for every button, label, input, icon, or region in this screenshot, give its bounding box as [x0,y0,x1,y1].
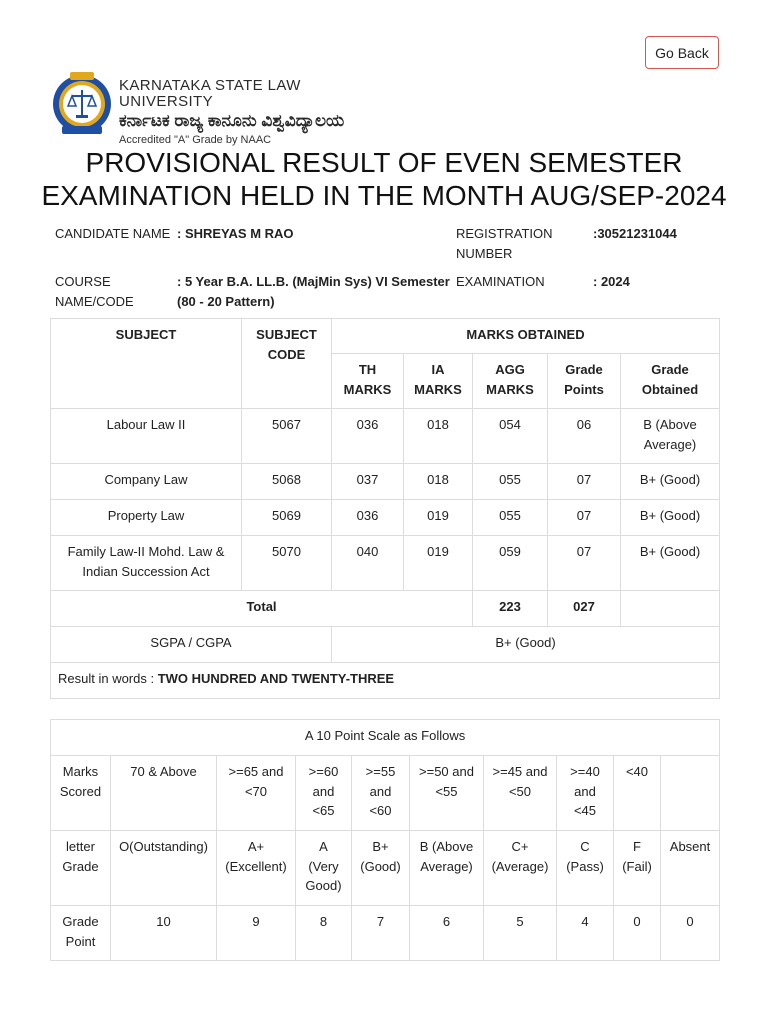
header-ia-marks: IA MARKS [404,354,473,409]
header-marks-obtained: MARKS OBTAINED [332,319,720,354]
sgpa-label: SGPA / CGPA [51,627,332,663]
university-name-block [119,78,390,148]
total-grade-points: 027 [548,591,621,627]
scale-point-cell: 8 [296,906,352,961]
scale-point-cell: 0 [614,906,661,961]
scale-marks-cell: >=40 and <45 [557,756,614,831]
marks-scored-row: Marks Scored 70 & Above >=65 and <70 >=60 and <65 >=55 and <60 >=50 and <55 >=45 and <50 >=40 and <45 <40 [51,756,720,831]
scale-marks-cell: >=45 and <50 [484,756,557,831]
scale-title: A 10 Point Scale as Follows [51,720,720,756]
header-subject-code: SUBJECT CODE [242,319,332,409]
header-subject: SUBJECT [51,319,242,409]
scale-marks-cell: 70 & Above [111,756,217,831]
accreditation-text: Accredited "A" Grade by NAAC [119,134,272,146]
candidate-name-value: : SHREYAS M RAO [177,226,294,241]
scale-letter-cell: B (Above Average) [410,831,484,906]
scale-point-cell: 10 [111,906,217,961]
course-label: COURSE NAME/CODE [55,274,134,309]
table-row: Property Law 5069 036 019 055 07 B+ (Good) [51,500,720,536]
header-th-marks: TH MARKS [332,354,404,409]
scale-letter-cell: Absent [661,831,720,906]
scale-letter-cell: A+ (Excellent) [217,831,296,906]
scale-marks-cell: >=50 and <55 [410,756,484,831]
result-in-words-row [51,663,720,699]
candidate-name-label: CANDIDATE NAME [55,226,171,241]
table-row: Family Law-II Mohd. Law & Indian Succession Act 5070 040 019 059 07 B+ (Good) [51,536,720,591]
sgpa-value: B+ (Good) [332,627,720,663]
scale-marks-cell [661,756,720,831]
total-agg: 223 [473,591,548,627]
scale-letter-cell: C+ (Average) [484,831,557,906]
scale-letter-cell: B+ (Good) [352,831,410,906]
header-grade-obtained: Grade Obtained [621,354,720,409]
scale-point-cell: 5 [484,906,557,961]
course-value: : 5 Year B.A. LL.B. (MajMin Sys) VI Semester (80 - 20 Pattern) [177,274,450,309]
university-name-kannada: ಕರ್ನಾಟಕ ರಾಜ್ಯ ಕಾನೂನು ವಿಶ್ವವಿದ್ಯಾಲಯ [119,111,345,130]
scale-marks-cell: >=55 and <60 [352,756,410,831]
university-logo [50,68,390,146]
scale-point-cell: 0 [661,906,720,961]
letter-grade-row: letter Grade O(Outstanding) A+ (Excellent) A (Very Good) B+ (Good) B (Above Average) C+ (Average) C (Pass) F (Fail) Absent [51,831,720,906]
examination-label: EXAMINATION [456,274,545,289]
result-words-label: Result in words : [58,671,158,686]
scale-letter-cell: A (Very Good) [296,831,352,906]
sgpa-row [51,627,720,663]
results-table [50,318,720,699]
scale-letter-cell: C (Pass) [557,831,614,906]
grade-point-row: Grade Point 10 9 8 7 6 5 4 0 0 [51,906,720,961]
scale-marks-cell: >=65 and <70 [217,756,296,831]
scale-point-cell: 9 [217,906,296,961]
go-back-button[interactable]: Go Back [645,36,719,69]
registration-label: REGISTRATION NUMBER [456,226,553,261]
registration-value: :30521231044 [593,226,677,241]
scale-marks-cell: <40 [614,756,661,831]
scale-letter-cell: O(Outstanding) [111,831,217,906]
examination-value: : 2024 [593,274,630,289]
total-label: Total [51,591,473,627]
result-words-value: TWO HUNDRED AND TWENTY-THREE [157,671,395,686]
scale-point-cell: 4 [557,906,614,961]
table-row: Labour Law II 5067 036 018 054 06 B (Above Average) [51,409,720,464]
total-row [51,591,720,627]
scale-point-cell: 6 [410,906,484,961]
header-grade-points: Grade Points [548,354,621,409]
university-name-english: KARNATAKA STATE LAW UNIVERSITY [119,77,301,110]
grade-scale-table [50,719,720,961]
university-emblem-icon [50,68,114,138]
scale-letter-cell: F (Fail) [614,831,661,906]
scale-point-cell: 7 [352,906,410,961]
table-row: Company Law 5068 037 018 055 07 B+ (Good) [51,464,720,500]
header-agg-marks: AGG MARKS [473,354,548,409]
scale-marks-cell: >=60 and <65 [296,756,352,831]
page-title: PROVISIONAL RESULT OF EVEN SEMESTER EXAMINATION HELD IN THE MONTH AUG/SEP-2024 [41,147,727,211]
